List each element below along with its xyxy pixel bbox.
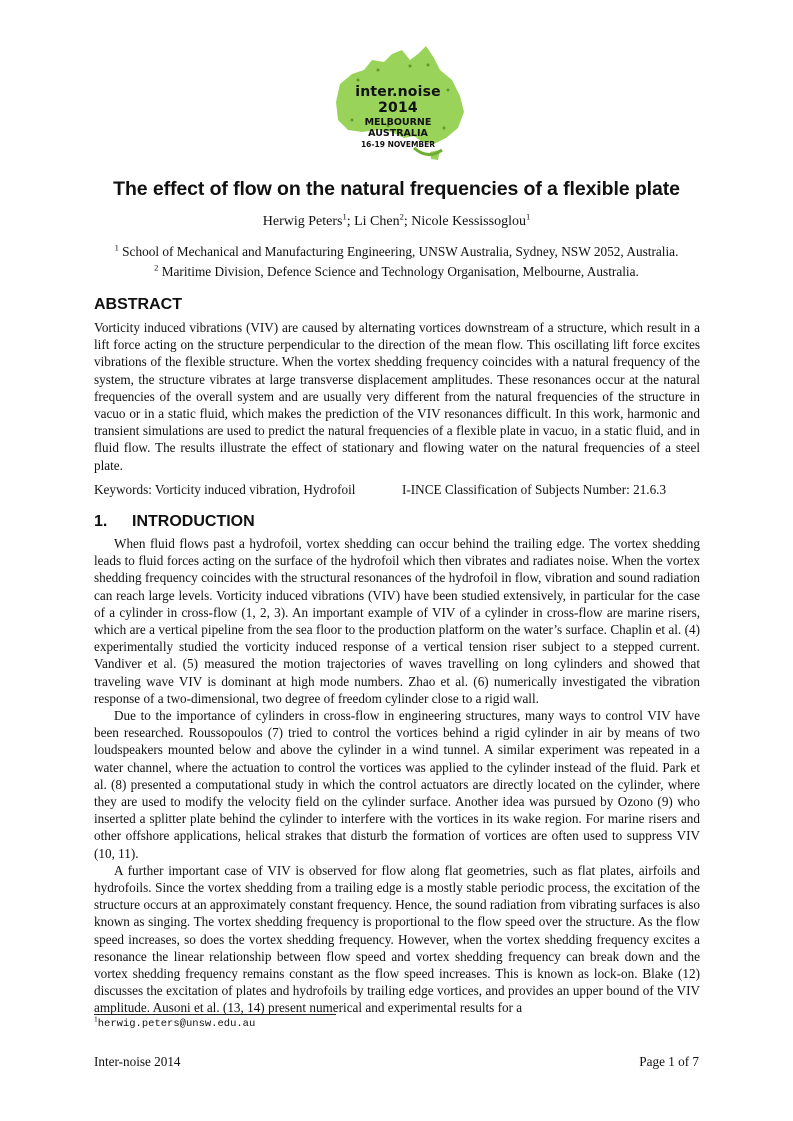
footer-conference: Inter-noise 2014 — [94, 1054, 181, 1069]
author-separator: ; — [403, 214, 412, 229]
abstract-text: Vorticity induced vibrations (VIV) are caused by alternating vortices downstream of a structure, which result in a lift force acting on the structure perpendicular to the direction of the mean flow. This oscillating lift force excites vibrations of the flexible structure. When the vortex shedding frequency coincides with a natural frequency of the system, the structure vibrates at large transverse displacement amplitudes. These resonances occur at the natural frequencies of the overall system and are usually very different from the natural frequencies of the structure in vacuo or in a static fluid, which makes the prediction of the VIV resonances difficult. In this work, harmonic and transient simulations are used to predict the natural frequencies of a flexible plate in vacuo, in a static fluid, and in fluid flow. The results illustrate the effect of stationary and flowing water on the natural frequencies of a steel plate. — [94, 320, 700, 473]
author-affil-mark: 2 — [399, 211, 404, 222]
keywords-line — [94, 482, 700, 498]
affiliation-1 — [60, 244, 733, 260]
paragraph: A further important case of VIV is observed for flow along flat geometries, such as flat plates, airfoils and hydrofoils. Since the vortex shedding from a trailing edge is a mostly stable periodic process, the excitation of the structure occurs at an approximately constant frequency. Hence, the sound radiation from vibrating surfaces is also known as singing. The vortex shedding frequency is proportional to the flow speed over the structure. As the flow speed increases, so does the vortex shedding frequency. However, when the vortex shedding frequency excites a resonance the linear relationship between flow speed and vortex shedding frequency can break down and the vortex shedding frequency remains constant as the flow speed increases. This is known as lock-on. Blake (12) discusses the excitation of plates and hydrofoils by trailing edge vortices, and provides an upper bound of the VIV amplitude. Ausoni et al. (13, 14) present numerical and experimental results for a — [94, 862, 700, 1016]
logo-text — [336, 84, 460, 149]
author-list — [60, 211, 733, 230]
logo-line-3: 16-19 NOVEMBER — [360, 140, 436, 149]
affiliation-2 — [60, 264, 733, 280]
keywords: Keywords: Vorticity induced vibration, Hydrofoil — [94, 482, 356, 497]
abstract-heading: ABSTRACT — [94, 296, 182, 313]
affiliation-mark: 1 — [114, 242, 119, 253]
section-heading-introduction — [94, 513, 255, 531]
affiliation-text: Maritime Division, Defence Science and Technology Organisation, Melbourne, Australia. — [161, 264, 639, 279]
logo-line-1: inter.noise 2014 — [355, 84, 441, 116]
author-name: Nicole Kessissoglou — [411, 214, 526, 229]
author-affil-mark: 1 — [525, 211, 531, 222]
author-affil-mark: 1 — [342, 211, 347, 222]
footnote-rule — [94, 1014, 336, 1015]
section-title: INTRODUCTION — [132, 513, 255, 530]
paragraph: Due to the importance of cylinders in cross-flow in engineering structures, many ways to control VIV have been researched. Roussopoulos (7) tried to control the vortices behind a rigid cylinder in air by means of two loudspeakers mounted below and above the cylinder in a wind tunnel. A similar experiment was repeated in a water channel, where the actuation to control the vortices was applied to the cylinder instead of the fluid. Park et al. (8) presented a computational study in which the control actuators are directly located on the cylinder, where they are used to modify the velocity field on the cylinder surface. Another idea was pursued by Ozono (9) who inserted a splitter plate behind the cylinder to interfere with the vortices in its wake region. For marine risers and other offshore applications, helical strakes that disturb the formation of vortices are often used to suppress VIV (10, 11). — [94, 708, 700, 861]
footnote-email[interactable]: herwig.peters@unsw.edu.au — [97, 1018, 256, 1030]
footnote — [94, 1014, 256, 1030]
logo-line-2: MELBOURNE AUSTRALIA — [364, 117, 432, 139]
author-name: Li Chen — [354, 214, 400, 229]
conference-logo — [318, 40, 478, 170]
classification: I-INCE Classification of Subjects Number: 21.6.3 — [402, 482, 667, 497]
author-separator: ; — [346, 214, 355, 229]
affiliation-text: School of Mechanical and Manufacturing Engineering, UNSW Australia, Sydney, NSW 2052, Australia. — [122, 244, 679, 259]
paper-title: The effect of flow on the natural frequencies of a flexible plate — [113, 178, 680, 200]
footer-page-number: Page 1 of 7 — [639, 1054, 699, 1069]
affiliation-mark: 2 — [154, 262, 159, 273]
introduction-body — [94, 535, 700, 1017]
author-name: Herwig Peters — [262, 214, 343, 229]
section-number: 1. — [94, 513, 108, 530]
paragraph: When fluid flows past a hydrofoil, vortex shedding can occur behind the trailing edge. The vortex shedding leads to fluid forces acting on the surface of the hydrofoil which then vibrates and radiates noise. When the vortex shedding frequency coincides with the structural resonances of the hydrofoil in flow, vibration and sound radiation can reach large levels. Vorticity induced vibrations (VIV) have been studied extensively, in particular for the case of a cylinder in cross-flow (1, 2, 3). An important example of VIV of a cylinder in cross-flow are marine risers, which are a vertical pipeline from the sea floor to the production platform on the water’s surface. Chaplin et al. (4) experimentally studied the vorticity induced response of a vertical tension riser subject to a stepped current. Vandiver et al. (5) measured the motion trajectories of waves travelling on long cylinders and showed that traveling wave VIV is dominant at high mode numbers. Zhao et al. (6) numerically investigated the vibration response of a two-dimensional, two degree of freedom cylinder close to a rigid wall. — [94, 536, 700, 706]
footnote-mark: 1 — [94, 1014, 98, 1024]
